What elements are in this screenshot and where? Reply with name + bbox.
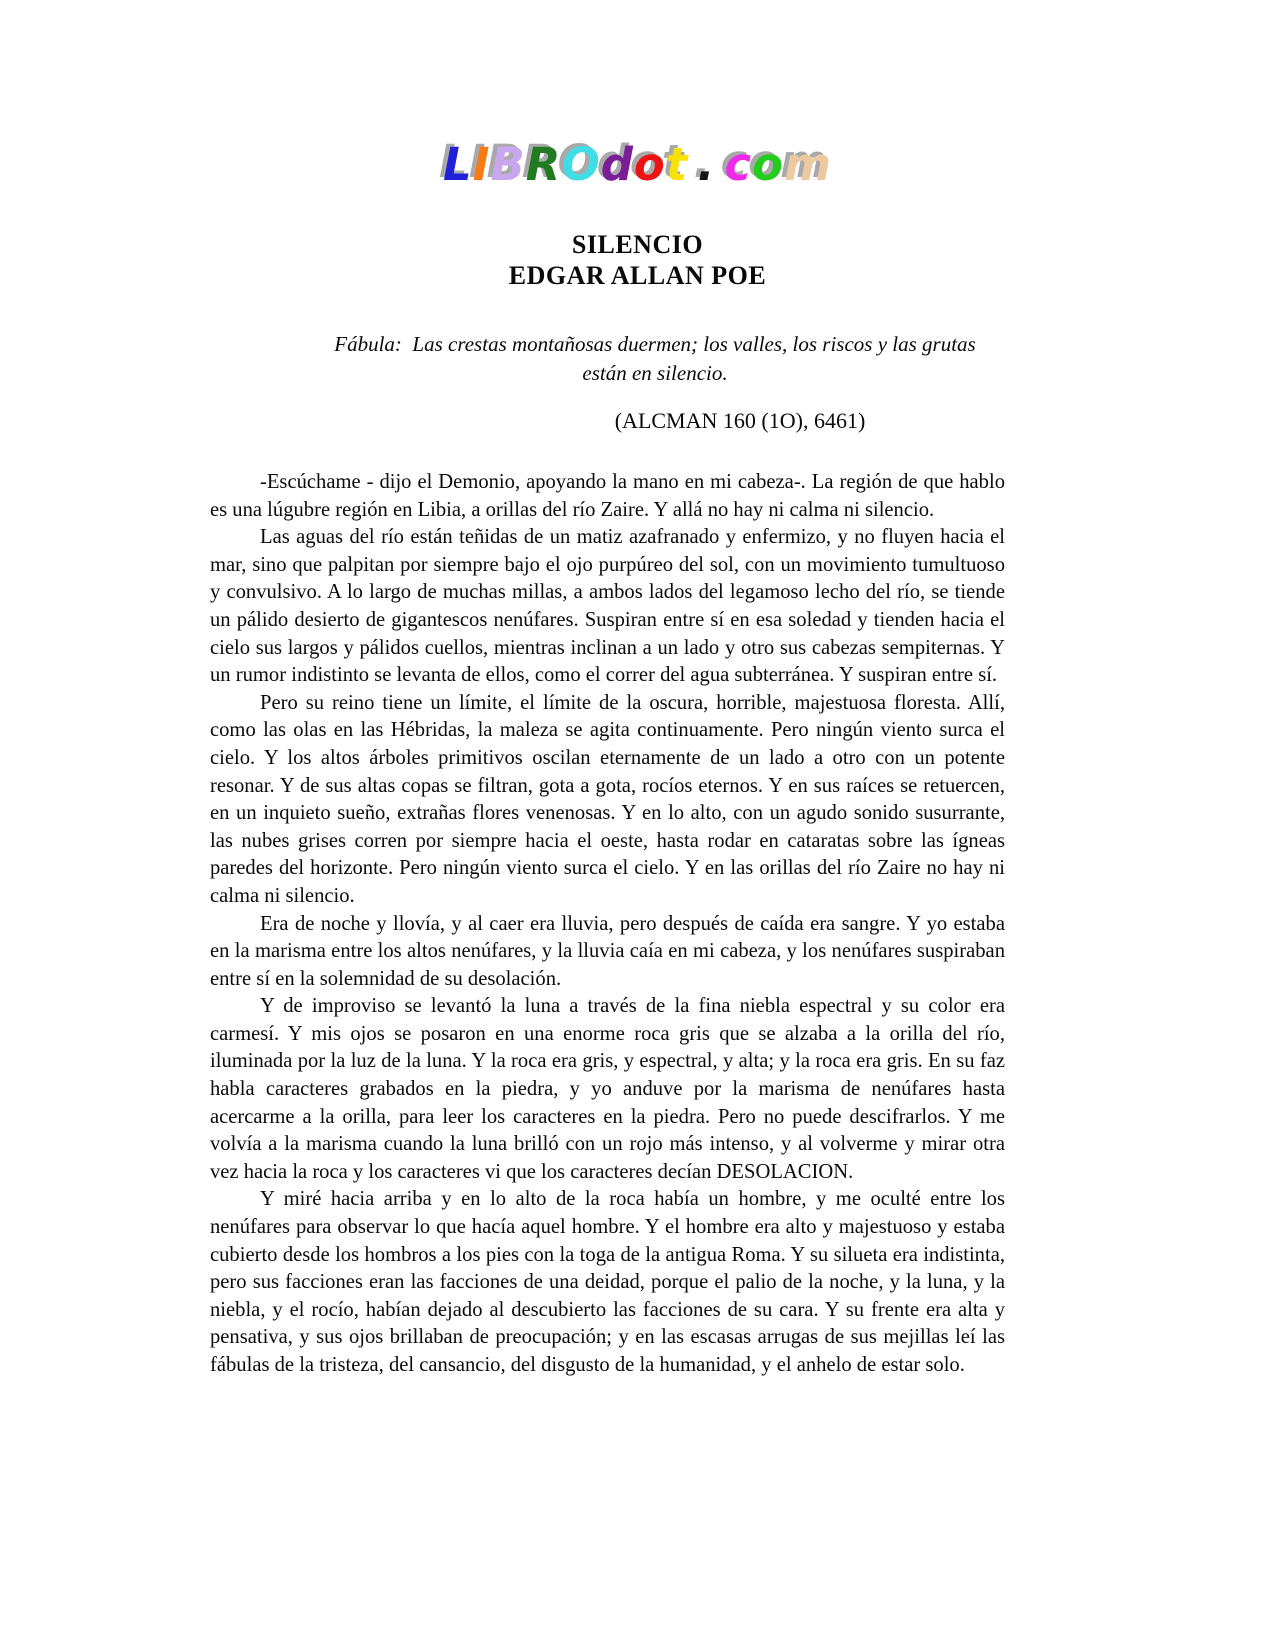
story-body bbox=[210, 469, 1005, 1380]
logo-letter: c bbox=[724, 138, 753, 191]
title-block bbox=[0, 229, 1275, 291]
paragraph-2: Las aguas del río están teñidas de un matiz azafranado y enfermizo, y no fluyen hacia el mar, sino que palpitan por siempre bajo el ojo purpúreo del sol, con un movimiento tumultuoso y convulsivo. A lo largo de muchas millas, a ambos lados del legamoso lecho del río, se tiende un pálido desierto de gigantescos nenúfares. Suspiran entre sí en esa soledad y tienden hacia el cielo sus largos y pálidos cuellos, mientras inclinan a un lado y otro sus cabezas sempiternas. Y un rumor indistinto se levanta de ellos, como el correr del agua subterránea. Y suspiran entre sí. bbox=[210, 526, 1005, 687]
story-title: SILENCIO bbox=[571, 230, 704, 259]
paragraph-4: Era de noche y llovía, y al caer era lluvia, pero después de caída era sangre. Y yo estaba en la marisma entre los altos nenúfares, y la lluvia caía en mi cabeza, y los nenúfares suspiraban entre sí en la solemnidad de su desolación. bbox=[210, 912, 1005, 990]
epigraph bbox=[280, 330, 1030, 388]
logo-letter: d bbox=[600, 138, 634, 191]
paragraph-1: -Escúchame - dijo el Demonio, apoyando la mano en mi cabeza-. La región de que hablo es una lúgubre región en Libia, a orillas del río Zaire. Y allá no hay ni calma ni silencio. bbox=[210, 471, 1005, 521]
paragraph-5: Y de improviso se levantó la luna a través de la fina niebla espectral y su color era carmesí. Y mis ojos se posaron en una enorme roca gris que se alzaba a la orilla del río, iluminada por la luz de la luna. Y la roca era gris, y espectral, y alta; y la roca era gris. En su faz habla caracteres grabados en la piedra, y yo anduve por la marisma de nenúfares hasta acercarme a la orilla, para leer los caracteres en la piedra. Pero no puede descifrarlos. Y me volvía a la marisma cuando la luna brilló con un rojo más intenso, y al volverme y mirar otra vez hacia la roca y los caracteres vi que los caracteres decían DESOLACION. bbox=[210, 995, 1005, 1183]
paragraph-6: Y miré hacia arriba y en lo alto de la roca había un hombre, y me oculté entre los nenúfares para observar lo que hacía aquel hombre. Y el hombre era alto y majestuoso y estaba cubierto desde los hombros a los pies con la toga de la antigua Roma. Y su silueta era indistinta, pero sus facciones eran las facciones de una deidad, porque el palio de la noche, y la luna, y la niebla, y el rocío, habían dejado al descubierto las facciones de su cara. Y su frente era alta y pensativa, y sus ojos brillaban de preocupación; y en las escasas arrugas de sus mejillas leí las fábulas de la tristeza, del cansancio, del disgusto de la humanidad, y el anhelo de estar solo. bbox=[210, 1188, 1005, 1376]
librodot-logo bbox=[0, 138, 1275, 191]
logo-letter: L bbox=[443, 138, 473, 191]
logo-letter: . bbox=[697, 138, 716, 191]
logo-letter: R bbox=[525, 138, 562, 191]
logo-letter: o bbox=[752, 138, 785, 191]
logo-letter: B bbox=[490, 138, 526, 191]
author-name: EDGAR ALLAN POE bbox=[508, 261, 767, 290]
logo-letter: O bbox=[561, 138, 601, 191]
logo-letter: o bbox=[633, 138, 666, 191]
paragraph-3: Pero su reino tiene un límite, el límite de la oscura, horrible, majestuosa floresta. Allí, como las olas en las Hébridas, la maleza se agita continuamente. Pero ningún viento surca el cielo. Y los altos árboles primitivos oscilan eternamente de un lado a otro con un potente resonar. Y de sus altas copas se filtran, gota a gota, rocíos eternos. Y en sus raíces se retuercen, en un inquieto sueño, extrañas flores venenosas. Y en lo alto, con un agudo sonido susurrante, las nubes grises corren por siempre hacia el oeste, hasta rodar en cataratas sobre las ígneas paredes del horizonte. Pero ningún viento surca el cielo. Y en las orillas del río Zaire no hay ni calma ni silencio. bbox=[210, 691, 1005, 907]
logo-letter: t bbox=[665, 138, 689, 191]
citation: (ALCMAN 160 (1O), 6461) bbox=[614, 408, 866, 433]
epigraph-line-1: Fábula: Las crestas montañosas duermen; los valles, los riscos y las grutas bbox=[334, 332, 976, 356]
logo-letter: I bbox=[472, 138, 491, 191]
epigraph-line-2: están en silencio. bbox=[582, 361, 728, 385]
logo-letter: m bbox=[784, 138, 832, 191]
